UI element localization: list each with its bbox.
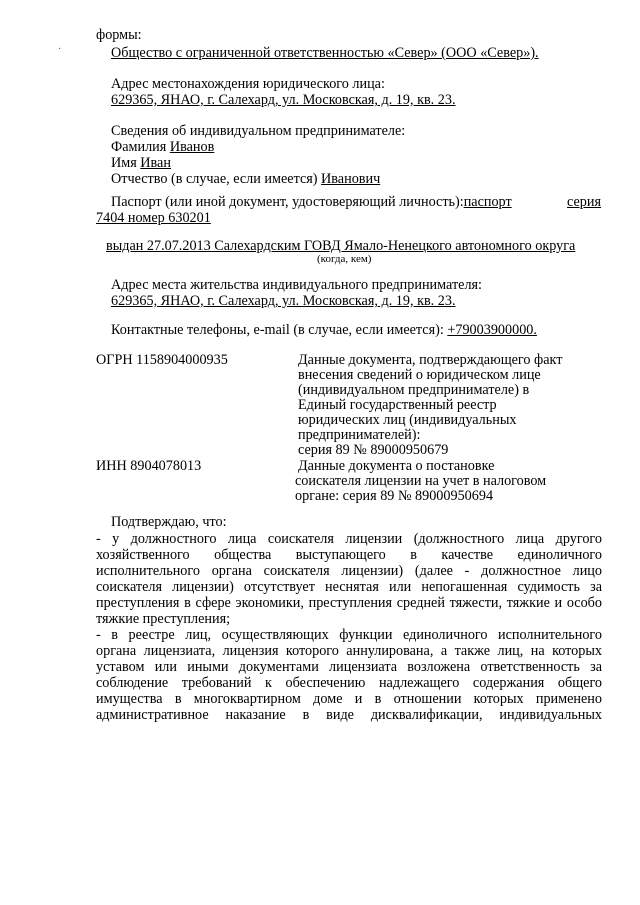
ogrn: ОГРН 1158904000935 [96,352,228,368]
scan-dot-mark: · [58,44,62,55]
legal-address-label: Адрес местонахождения юридического лица: [111,76,385,92]
issued-hint: (когда, кем) [317,253,372,265]
name-value: Иван [140,155,171,171]
passport-word: паспорт [463,194,512,210]
para1-line-5: преступления в сфере экономики, преступления средней тяжести, тяжкие и особо [96,595,602,611]
patronymic-row [111,171,380,187]
para2-line-1: - в реестре лиц, осуществляющих функции единоличного исполнительного [96,627,602,643]
passport-number: 7404 номер 630201 [96,210,211,226]
surname-value: Иванов [169,139,215,155]
ogrn-desc-2: внесения сведений о юридическом лице [298,367,541,383]
ogrn-desc-6: предпринимателей): [298,427,421,443]
para1-line-3: исполнительного органа соискателя лицензии) (далее - должностное лицо [96,563,602,579]
para1-line-4: соискателя лицензии) отсутствует неснятая или непогашенная судимость за [96,579,602,595]
residence-label: Адрес места жительства индивидуального предпринимателя: [111,277,483,293]
para1-line-2: хозяйственного общества выступающего в качестве единоличного [96,547,602,563]
passport-series-label: серия [567,194,601,210]
ogrn-desc-4: Единый государственный реестр [298,397,497,413]
inn-desc-1: Данные документа о постановке [298,458,495,474]
passport-issued: выдан 27.07.2013 Салехардским ГОВД Ямало-Ненецкого автономного округа [106,238,576,254]
passport-row [111,194,601,210]
contacts-phone: +79003900000. [447,322,537,338]
ogrn-desc-1: Данные документа, подтверждающего факт [298,352,563,368]
surname-row [111,139,214,155]
inn-desc-3: органе: серия 89 № 89000950694 [295,488,494,504]
passport-value [464,194,601,210]
para2-line-5: имущества в многоквартирном доме и в отношении которых применено [96,691,602,707]
para2-line-6: административное наказание в виде дисквалификации, индивидуальных [96,707,602,723]
ogrn-desc-7: серия 89 № 89000950679 [298,442,449,458]
para1-line-1: - у должностного лица соискателя лицензии (должностного лица другого [96,531,602,547]
confirm-label: Подтверждаю, что: [111,514,227,530]
patronymic-value: Иванович [321,171,381,187]
contacts-row [111,322,537,338]
ogrn-desc-5: юридических лиц (индивидуальных [298,412,517,428]
patronymic-label: Отчество (в случае, если имеется) [111,171,322,187]
legal-address: 629365, ЯНАО, г. Салехард, ул. Московская, д. 19, кв. 23. [111,92,456,108]
name-row [111,155,171,171]
org-name: Общество с ограниченной ответственностью «Север» (ООО «Север»). [111,45,539,61]
forms-label: формы: [96,27,142,43]
surname-label: Фамилия [111,139,170,155]
residence-address: 629365, ЯНАО, г. Салехард, ул. Московская, д. 19, кв. 23. [111,293,456,309]
para2-line-2: органа лицензиата, лицензия которого аннулирована, а также лиц, на которых [96,643,602,659]
para2-line-4: соблюдение требований к обеспечению надлежащего содержания общего [96,675,602,691]
para1-line-6: тяжкие преступления; [96,611,231,627]
para2-line-3: уставом или иными документами лицензиата возложена ответственность за [96,659,602,675]
inn: ИНН 8904078013 [96,458,202,474]
inn-desc-2: соискателя лицензии на учет в налоговом [295,473,547,489]
ip-info-label: Сведения об индивидуальном предпринимателе: [111,123,406,139]
ogrn-desc-3: (индивидуальном предпринимателе) в [298,382,530,398]
contacts-label: Контактные телефоны, e-mail (в случае, если имеется): [111,322,448,338]
passport-label: Паспорт (или иной документ, удостоверяющий личность): [111,194,464,210]
name-label: Имя [111,155,141,171]
